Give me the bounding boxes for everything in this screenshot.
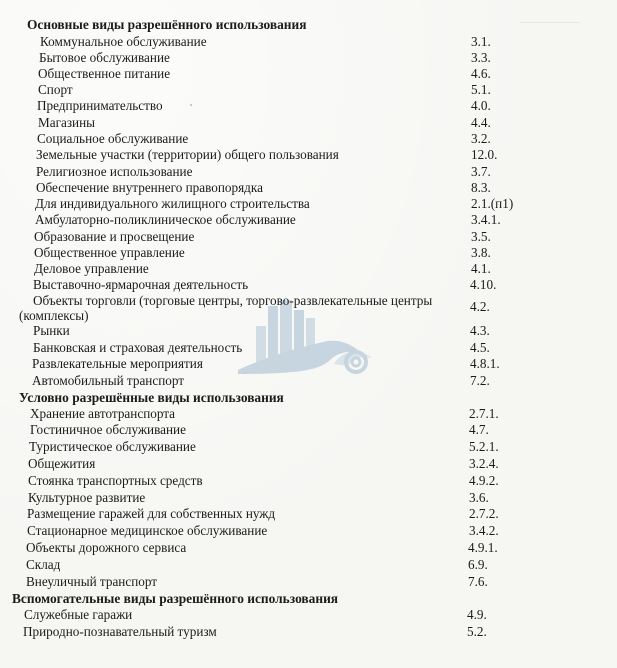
- item-name: Выставочно-ярмарочная деятельность: [33, 277, 249, 292]
- item-code: 3.3.: [471, 50, 491, 65]
- item-name: Земельные участки (территории) общего пользования: [36, 147, 339, 162]
- item-code: 4.4.: [471, 115, 491, 130]
- item-name: Стоянка транспортных средств: [28, 473, 203, 488]
- list-item: [0, 472, 617, 489]
- list-item: [0, 522, 617, 539]
- item-code: 3.1.: [471, 34, 491, 49]
- list-item: [0, 339, 617, 356]
- item-code: 3.7.: [471, 164, 491, 179]
- item-code: 2.1.(п1): [471, 196, 514, 211]
- list-item: [0, 81, 617, 98]
- item-code: 5.2.1.: [469, 439, 499, 454]
- item-code: 4.9.1.: [468, 540, 498, 555]
- item-name: Склад: [26, 557, 61, 572]
- item-code: 4.10.: [470, 277, 497, 292]
- list-item: [0, 195, 617, 212]
- item-code: 4.9.2.: [469, 473, 499, 488]
- item-code: 4.9.: [467, 607, 487, 622]
- item-code: 7.2.: [470, 373, 490, 388]
- item-code: 8.3.: [471, 180, 491, 195]
- item-name: Внеуличный транспорт: [26, 574, 158, 589]
- list-item: [0, 228, 617, 245]
- section-title-auxiliary: Вспомогательные виды разрешённого использования: [12, 591, 339, 606]
- list-item: [0, 33, 617, 50]
- list-item: [0, 623, 617, 640]
- item-code: 2.7.2.: [469, 506, 499, 521]
- list-item: [0, 606, 617, 623]
- list-item: [0, 489, 617, 506]
- list-item: [0, 97, 617, 114]
- item-name: Туристическое обслуживание: [29, 439, 196, 454]
- item-name: Общежития: [28, 456, 96, 471]
- item-name: Служебные гаражи: [24, 607, 133, 622]
- item-name: Культурное развитие: [28, 490, 146, 505]
- item-name: Деловое управление: [34, 261, 149, 276]
- list-item: [0, 244, 617, 261]
- item-code: 3.2.4.: [469, 456, 499, 471]
- item-name: Природно-познавательный туризм: [23, 624, 217, 639]
- list-item: [0, 505, 617, 522]
- list-item: [0, 276, 617, 293]
- item-code: 4.7.: [469, 422, 489, 437]
- list-item: [0, 163, 617, 180]
- item-name: Бытовое обслуживание: [39, 50, 170, 65]
- item-name: Амбулаторно-поликлиническое обслуживание: [35, 212, 296, 227]
- list-item: [0, 179, 617, 196]
- list-item-code-row: [0, 298, 617, 315]
- list-item: [0, 355, 617, 372]
- item-code: 3.6.: [469, 490, 489, 505]
- item-code: 4.0.: [471, 98, 491, 113]
- item-code: 12.0.: [471, 147, 498, 162]
- item-code: 3.8.: [471, 245, 491, 260]
- item-name: Объекты дорожного сервиса: [26, 540, 187, 555]
- list-item: [0, 405, 617, 422]
- list-item: [0, 455, 617, 472]
- list-item: [0, 573, 617, 590]
- item-name: Размещение гаражей для собственных нужд: [27, 506, 276, 521]
- item-code: 6.9.: [468, 557, 488, 572]
- item-name: Развлекательные мероприятия: [32, 356, 203, 371]
- item-name: Общественное питание: [38, 66, 171, 81]
- item-name: Социальное обслуживание: [37, 131, 189, 146]
- item-name: Коммунальное обслуживание: [40, 34, 207, 49]
- item-name: Стационарное медицинское обслуживание: [27, 523, 268, 538]
- item-name: Гостиничное обслуживание: [30, 422, 186, 437]
- section-title-conditional: Условно разрешённые виды использования: [19, 390, 284, 405]
- list-item: [0, 372, 617, 389]
- item-name: Общественное управление: [34, 245, 185, 260]
- list-item: [0, 438, 617, 455]
- list-item: [0, 114, 617, 131]
- list-item: [0, 322, 617, 339]
- item-name: Спорт: [38, 82, 73, 97]
- item-name: Объекты торговли (торговые центры, торгово-развлекательные центры: [33, 293, 433, 308]
- item-name-continuation: (комплексы): [19, 308, 89, 323]
- list-item: [0, 539, 617, 556]
- item-code: 4.8.1.: [470, 356, 500, 371]
- item-name: Хранение автотранспорта: [30, 406, 176, 421]
- item-code: 4.6.: [471, 66, 491, 81]
- item-name: Религиозное использование: [36, 164, 193, 179]
- list-item: [0, 260, 617, 277]
- item-name: Образование и просвещение: [34, 229, 195, 244]
- list-item: [0, 146, 617, 163]
- item-name: Банковская и страховая деятельность: [33, 340, 243, 355]
- item-code: 4.1.: [471, 261, 491, 276]
- item-name: Рынки: [33, 323, 70, 338]
- item-code: 3.4.1.: [471, 212, 501, 227]
- scan-speck: [520, 22, 580, 23]
- list-item: [0, 421, 617, 438]
- item-code: 3.4.2.: [469, 523, 499, 538]
- item-code: 5.2.: [467, 624, 487, 639]
- item-name: Магазины: [38, 115, 96, 130]
- list-item: [0, 556, 617, 573]
- item-code: 4.3.: [470, 323, 490, 338]
- item-name: Обеспечение внутреннего правопорядка: [36, 180, 263, 195]
- list-item: [0, 211, 617, 228]
- item-code: 2.7.1.: [469, 406, 499, 421]
- item-code: 7.6.: [468, 574, 488, 589]
- item-code: 3.2.: [471, 131, 491, 146]
- item-name: Для индивидуального жилищного строительства: [35, 196, 310, 211]
- list-item: [0, 65, 617, 82]
- item-code: 3.5.: [471, 229, 491, 244]
- list-item: [0, 130, 617, 147]
- item-name: Предпринимательство: [37, 98, 163, 113]
- list-item: [0, 49, 617, 66]
- section-title-main: Основные виды разрешённого использования: [27, 17, 307, 32]
- item-code: 4.5.: [470, 340, 490, 355]
- item-code: 4.2.: [470, 299, 490, 314]
- item-code: 5.1.: [471, 82, 491, 97]
- item-name: Автомобильный транспорт: [32, 373, 185, 388]
